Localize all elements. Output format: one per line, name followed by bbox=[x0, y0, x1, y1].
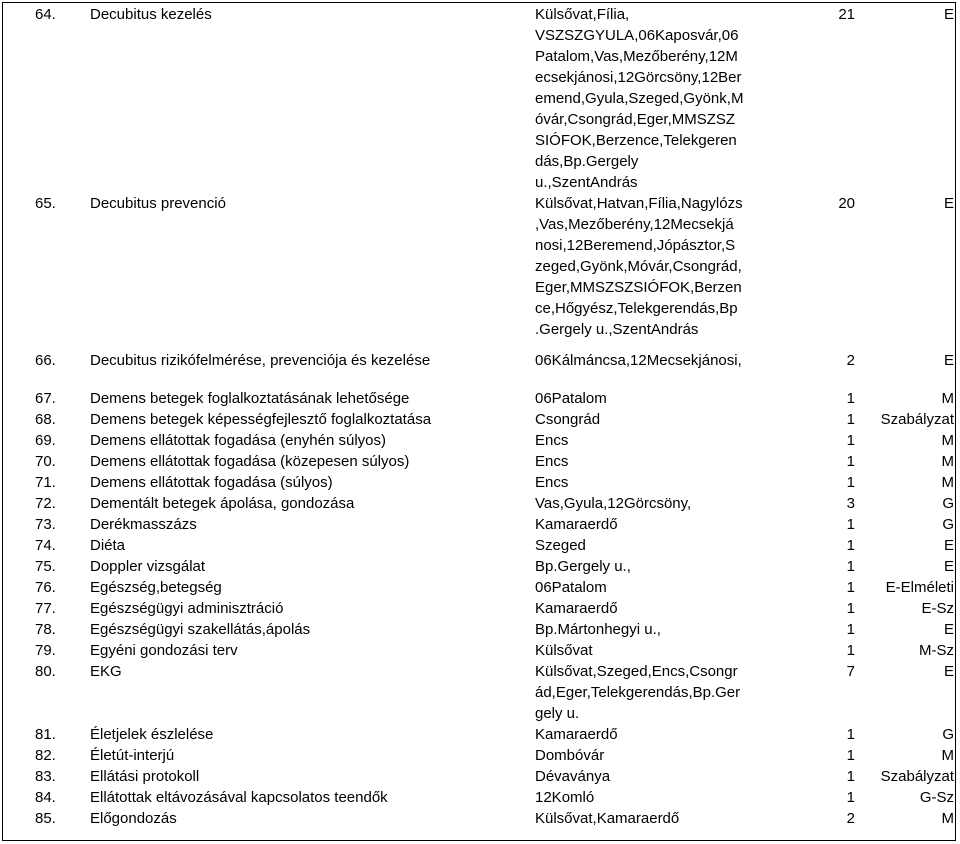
place-line: Külsővat bbox=[535, 642, 593, 659]
row-count: 1 bbox=[846, 432, 855, 449]
procedure-name: Előgondozás bbox=[90, 810, 177, 827]
row-type: G bbox=[942, 726, 954, 743]
row-number: 82. bbox=[35, 747, 56, 764]
places-cell bbox=[530, 661, 780, 724]
table-row bbox=[3, 724, 955, 745]
place-line: Külsővat,Hatvan,Fília,Nagylózs bbox=[535, 195, 743, 212]
procedure-name: Demens ellátottak fogadása (súlyos) bbox=[90, 474, 333, 491]
table-row bbox=[3, 640, 955, 661]
table-row bbox=[3, 619, 955, 640]
procedure-name: Dementált betegek ápolása, gondozása bbox=[90, 495, 355, 512]
row-count: 1 bbox=[846, 474, 855, 491]
row-type: E bbox=[943, 537, 954, 554]
row-count: 1 bbox=[846, 726, 855, 743]
table-row bbox=[3, 493, 955, 514]
procedure-name: Diéta bbox=[90, 537, 126, 554]
table-row bbox=[3, 745, 955, 766]
place-line: Kamaraerdő bbox=[535, 726, 618, 743]
procedure-name: Decubitus rizikófelmérése, prevenciója és kezelése bbox=[90, 352, 431, 369]
row-number: 76. bbox=[35, 579, 56, 596]
row-type: E bbox=[943, 621, 954, 638]
row-number: 70. bbox=[35, 453, 56, 470]
row-number: 84. bbox=[35, 789, 56, 806]
row-type: E-Elméleti bbox=[885, 579, 954, 596]
row-number: 85. bbox=[35, 810, 56, 827]
place-line: Dombóvár bbox=[535, 747, 605, 764]
row-count: 1 bbox=[846, 537, 855, 554]
row-type: Szabályzat bbox=[880, 768, 954, 785]
place-line: zeged,Gyönk,Móvár,Csongrád, bbox=[535, 258, 742, 275]
row-number: 65. bbox=[35, 195, 56, 212]
table-row bbox=[3, 350, 955, 371]
place-line: 12Komló bbox=[535, 789, 595, 806]
place-line: Encs bbox=[535, 474, 569, 491]
procedure-name: Ellátottak eltávozásával kapcsolatos teendők bbox=[90, 789, 388, 806]
row-count: 1 bbox=[846, 642, 855, 659]
row-type: E bbox=[943, 6, 954, 23]
places-cell bbox=[530, 430, 780, 451]
places-cell bbox=[530, 4, 780, 193]
table-row bbox=[3, 514, 955, 535]
place-line: Dévaványa bbox=[535, 768, 611, 785]
place-line: u.,SzentAndrás bbox=[535, 174, 638, 191]
table-row bbox=[3, 535, 955, 556]
procedure-name: Egyéni gondozási terv bbox=[90, 642, 238, 659]
row-type: E bbox=[943, 663, 954, 680]
places-cell bbox=[530, 745, 780, 766]
procedure-name: Demens betegek foglalkoztatásának lehetősége bbox=[90, 390, 410, 407]
places-cell bbox=[530, 598, 780, 619]
place-line: .Gergely u.,SzentAndrás bbox=[535, 321, 699, 338]
place-line: VSZSZGYULA,06Kaposvár,06 bbox=[535, 27, 739, 44]
procedure-name: Decubitus prevenció bbox=[90, 195, 226, 212]
place-line: ce,Hőgyész,Telekgerendás,Bp bbox=[535, 300, 738, 317]
row-number: 80. bbox=[35, 663, 56, 680]
row-type: G bbox=[942, 495, 954, 512]
row-count: 1 bbox=[846, 558, 855, 575]
table-row bbox=[3, 787, 955, 808]
row-number: 79. bbox=[35, 642, 56, 659]
place-line: Eger,MMSZSZSIÓFOK,Berzen bbox=[535, 279, 742, 296]
table-row bbox=[3, 766, 955, 787]
row-count: 2 bbox=[846, 810, 855, 827]
place-line: 06Patalom bbox=[535, 390, 607, 407]
row-type: G-Sz bbox=[919, 789, 954, 806]
place-line: Külsővat,Szeged,Encs,Csongr bbox=[535, 663, 738, 680]
places-cell bbox=[530, 766, 780, 787]
row-number: 78. bbox=[35, 621, 56, 638]
procedure-name: Ellátási protokoll bbox=[90, 768, 200, 785]
row-number: 68. bbox=[35, 411, 56, 428]
table-row bbox=[3, 388, 955, 409]
places-cell bbox=[530, 350, 780, 371]
row-count: 1 bbox=[846, 579, 855, 596]
row-type: M bbox=[941, 810, 954, 827]
row-spacer bbox=[3, 340, 955, 350]
places-cell bbox=[530, 724, 780, 745]
place-line: Külsővat,Kamaraerdő bbox=[535, 810, 680, 827]
procedure-name: Demens ellátottak fogadása (közepesen súlyos) bbox=[90, 453, 410, 470]
row-number: 75. bbox=[35, 558, 56, 575]
procedure-table bbox=[3, 4, 955, 829]
place-line: Encs bbox=[535, 432, 569, 449]
table-row bbox=[3, 430, 955, 451]
row-count: 1 bbox=[846, 621, 855, 638]
places-cell bbox=[530, 493, 780, 514]
procedure-name: Egészségügyi adminisztráció bbox=[90, 600, 284, 617]
procedure-name: Életút-interjú bbox=[90, 747, 175, 764]
procedure-name: Demens ellátottak fogadása (enyhén súlyos) bbox=[90, 432, 387, 449]
places-cell bbox=[530, 808, 780, 829]
place-line: emend,Gyula,Szeged,Gyönk,M bbox=[535, 90, 744, 107]
place-line: óvár,Csongrád,Eger,MMSZSZ bbox=[535, 111, 736, 128]
row-number: 66. bbox=[35, 352, 56, 369]
row-type: M bbox=[941, 390, 954, 407]
place-line: Bp.Gergely u., bbox=[535, 558, 631, 575]
row-number: 72. bbox=[35, 495, 56, 512]
table-row bbox=[3, 409, 955, 430]
place-line: Vas,Gyula,12Görcsöny, bbox=[535, 495, 692, 512]
row-type: E bbox=[943, 195, 954, 212]
place-line: SIÓFOK,Berzence,Telekgeren bbox=[535, 132, 737, 149]
table-row bbox=[3, 808, 955, 829]
procedure-name: Egészség,betegség bbox=[90, 579, 222, 596]
row-count: 1 bbox=[846, 390, 855, 407]
place-line: Bp.Mártonhegyi u., bbox=[535, 621, 661, 638]
table-row bbox=[3, 556, 955, 577]
place-line: gely u. bbox=[535, 705, 580, 722]
row-number: 81. bbox=[35, 726, 56, 743]
places-cell bbox=[530, 193, 780, 340]
procedure-name: Egészségügyi szakellátás,ápolás bbox=[90, 621, 311, 638]
row-type: E bbox=[943, 352, 954, 369]
row-spacer bbox=[3, 371, 955, 388]
place-line: Patalom,Vas,Mezőberény,12M bbox=[535, 48, 738, 65]
place-line: Kamaraerdő bbox=[535, 600, 618, 617]
places-cell bbox=[530, 787, 780, 808]
place-line: Encs bbox=[535, 453, 569, 470]
row-number: 64. bbox=[35, 6, 56, 23]
places-cell bbox=[530, 535, 780, 556]
row-number: 69. bbox=[35, 432, 56, 449]
row-number: 77. bbox=[35, 600, 56, 617]
table-row bbox=[3, 661, 955, 724]
row-type: E bbox=[943, 558, 954, 575]
row-count: 7 bbox=[846, 663, 855, 680]
row-number: 73. bbox=[35, 516, 56, 533]
row-type: E-Sz bbox=[921, 600, 954, 617]
place-line: Szeged bbox=[535, 537, 586, 554]
place-line: ecsekjánosi,12Görcsöny,12Ber bbox=[535, 69, 742, 86]
row-number: 74. bbox=[35, 537, 56, 554]
place-line: Külsővat,Fília, bbox=[535, 6, 630, 23]
row-type: M bbox=[941, 453, 954, 470]
table-row bbox=[3, 451, 955, 472]
table-row bbox=[3, 577, 955, 598]
row-type: Szabályzat bbox=[880, 411, 954, 428]
places-cell bbox=[530, 619, 780, 640]
table-row bbox=[3, 472, 955, 493]
row-count: 1 bbox=[846, 516, 855, 533]
row-count: 21 bbox=[838, 6, 855, 23]
place-line: dás,Bp.Gergely bbox=[535, 153, 639, 170]
places-cell bbox=[530, 388, 780, 409]
row-count: 1 bbox=[846, 600, 855, 617]
places-cell bbox=[530, 451, 780, 472]
row-count: 1 bbox=[846, 768, 855, 785]
place-line: 06Kálmáncsa,12Mecsekjánosi, bbox=[535, 352, 742, 369]
row-count: 2 bbox=[846, 352, 855, 369]
place-line: nosi,12Beremend,Jópásztor,S bbox=[535, 237, 736, 254]
row-count: 1 bbox=[846, 411, 855, 428]
place-line: ád,Eger,Telekgerendás,Bp.Ger bbox=[535, 684, 741, 701]
row-count: 1 bbox=[846, 747, 855, 764]
procedure-name: Derékmasszázs bbox=[90, 516, 197, 533]
row-count: 20 bbox=[838, 195, 855, 212]
procedure-name: Decubitus kezelés bbox=[90, 6, 212, 23]
row-type: M-Sz bbox=[919, 642, 954, 659]
spacer-cell bbox=[3, 340, 955, 350]
table-row bbox=[3, 193, 955, 340]
row-count: 1 bbox=[846, 453, 855, 470]
procedure-name: Demens betegek képességfejlesztő foglalkoztatása bbox=[90, 411, 432, 428]
row-count: 1 bbox=[846, 789, 855, 806]
spacer-cell bbox=[3, 371, 955, 388]
row-number: 71. bbox=[35, 474, 56, 491]
places-cell bbox=[530, 577, 780, 598]
row-type: M bbox=[941, 747, 954, 764]
procedure-name: Doppler vizsgálat bbox=[90, 558, 206, 575]
place-line: ,Vas,Mezőberény,12Mecsekjá bbox=[535, 216, 734, 233]
places-cell bbox=[530, 640, 780, 661]
row-number: 67. bbox=[35, 390, 56, 407]
places-cell bbox=[530, 409, 780, 430]
places-cell bbox=[530, 514, 780, 535]
places-cell bbox=[530, 556, 780, 577]
table-row bbox=[3, 4, 955, 193]
row-number: 83. bbox=[35, 768, 56, 785]
row-type: G bbox=[942, 516, 954, 533]
row-type: M bbox=[941, 432, 954, 449]
places-cell bbox=[530, 472, 780, 493]
place-line: Kamaraerdő bbox=[535, 516, 618, 533]
place-line: 06Patalom bbox=[535, 579, 607, 596]
procedure-name: EKG bbox=[90, 663, 122, 680]
place-line: Csongrád bbox=[535, 411, 601, 428]
table-row bbox=[3, 598, 955, 619]
procedure-name: Életjelek észlelése bbox=[90, 726, 214, 743]
row-type: M bbox=[941, 474, 954, 491]
row-count: 3 bbox=[846, 495, 855, 512]
